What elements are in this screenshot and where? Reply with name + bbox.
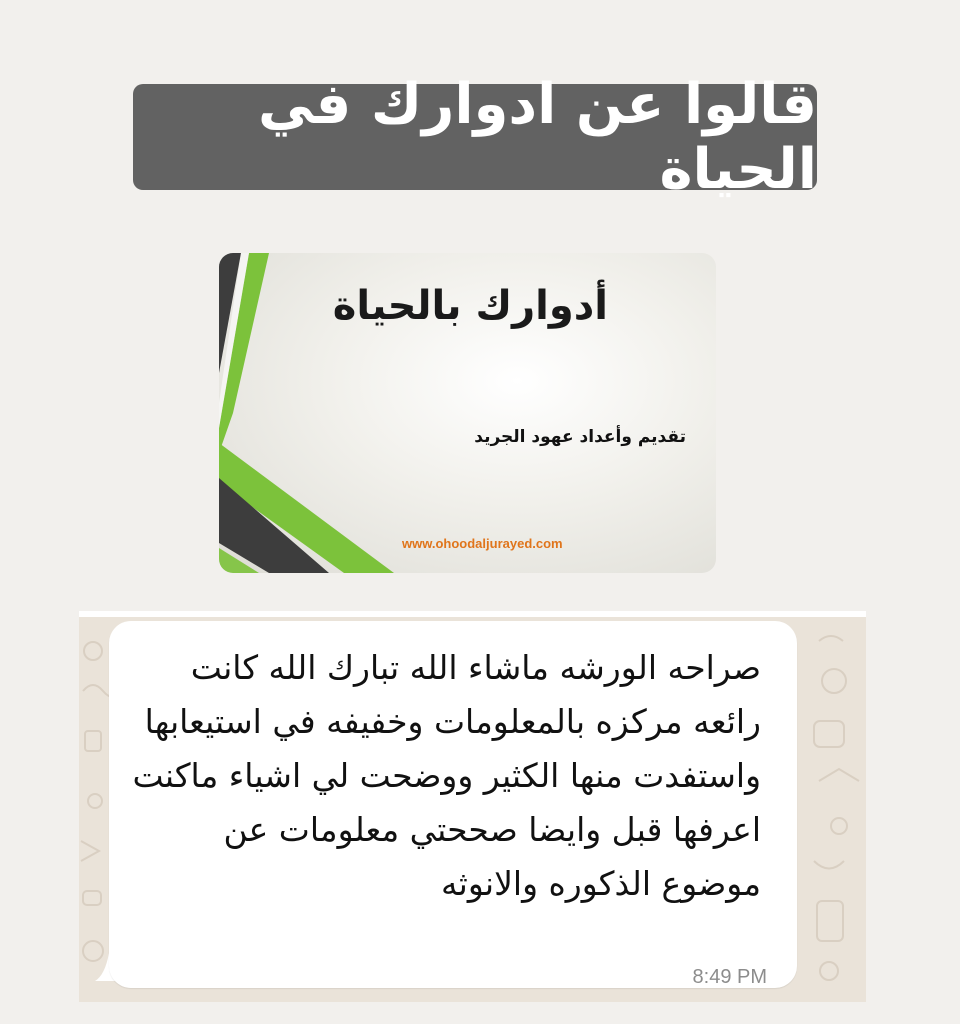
slide-image	[219, 253, 716, 573]
message-bubble[interactable]	[109, 621, 797, 988]
slide-title: أدوارك بالحياة	[332, 283, 608, 329]
page-title: قالوا عن ادوارك في الحياة	[258, 72, 817, 202]
slide-subtitle: تقديم وأعداد عهود الجريد	[474, 427, 686, 447]
slide-url: www.ohoodaljurayed.com	[402, 536, 563, 551]
title-banner	[133, 72, 817, 202]
chat-screenshot	[79, 611, 866, 1002]
top-strip	[79, 611, 866, 617]
message-text: صراحه الورشه ماشاء الله تبارك الله كانت رائعه مركزه بالمعلومات وخفيفه في استيعابها واستفدت منها الكثير ووضحت لي اشياء ماكنت اعرفها قبل وايضا صححتي معلومات عن موضوع الذكوره والانوثه	[132, 648, 761, 903]
message-timestamp: 8:49 PM	[692, 966, 767, 988]
